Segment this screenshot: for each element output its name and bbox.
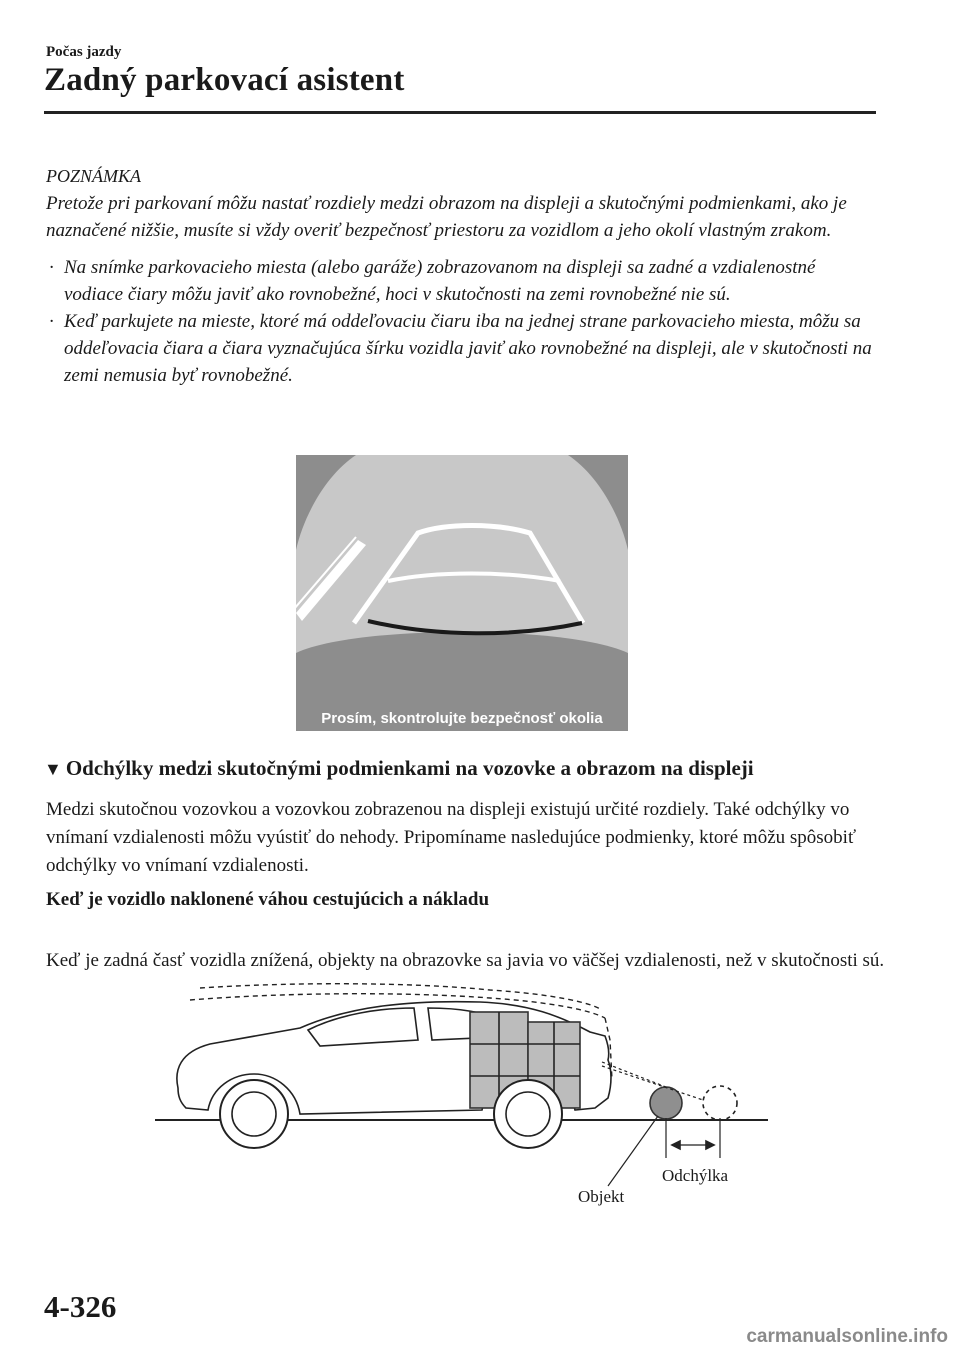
note-bullet-text: Na snímke parkovacieho miesta (alebo garáže) zobrazovanom na displeji sa zadné a vzdialenostné vodiace čiary môžu javiť ako rovnobežné, hoci v skutočnosti na zemi rovnobežné nie sú. bbox=[64, 257, 816, 305]
note-intro: Pretože pri parkovaní môžu nastať rozdiely medzi obrazom na displeji a skutočnými podmienkami, ako je naznačené nižšie, musíte si vždy overiť bezpečnosť priestoru za vozidlom a jeho okolí vlastným zrakom. bbox=[46, 193, 847, 241]
subsection-paragraph-text: Keď je zadná časť vozidla znížená, objekty na obrazovke sa javia vo väčšej vzdialenosti, než v skutočnosti sú. bbox=[46, 950, 885, 971]
deviation-label: Odchýlka bbox=[662, 1166, 729, 1185]
page-number: 4-326 bbox=[44, 1289, 117, 1324]
camera-caption: Prosím, skontrolujte bezpečnosť okolia bbox=[321, 710, 603, 727]
note-bullet-list bbox=[46, 254, 876, 389]
note-block bbox=[46, 163, 876, 389]
car-tilt-illustration bbox=[150, 980, 770, 1210]
section-heading-text: Odchýlky medzi skutočnými podmienkami na vozovke a obrazom na displeji bbox=[65, 756, 754, 780]
section-label: Počas jazdy bbox=[46, 44, 122, 60]
note-heading: POZNÁMKA bbox=[46, 166, 142, 186]
note-bullet bbox=[46, 308, 876, 389]
section-paragraph bbox=[46, 796, 886, 880]
rear-camera-display-illustration bbox=[296, 455, 628, 731]
object-label: Objekt bbox=[578, 1187, 625, 1206]
triangle-down-icon: ▼ bbox=[44, 759, 62, 779]
section-paragraph-text: Medzi skutočnou vozovkou a vozovkou zobrazenou na displeji existujú určité rozdiely. Také odchýlky vo vnímaní vzdialenosti môžu vyústiť do nehody. Pripomíname nasledujúce podmienky, ktoré môžu spôsobiť odchýlky vo vnímaní vzdialenosti. bbox=[46, 799, 857, 876]
section-heading bbox=[44, 756, 754, 781]
watermark: carmanualsonline.info bbox=[746, 1326, 948, 1347]
camera-display-drawing bbox=[296, 455, 628, 731]
bullet-dot-icon: · bbox=[49, 257, 54, 278]
page-title: Zadný parkovací asistent bbox=[44, 62, 405, 98]
note-bullet-text: Keď parkujete na mieste, ktoré má oddeľovaciu čiaru iba na jednej strane parkovacieho miesta, môžu sa oddeľovacia čiara a čiara vyznačujúca šírku vozidla javiť ako rovnobežné na displeji, ale v skutočnosti na zemi nemusia byť rovnobežné. bbox=[64, 311, 872, 386]
bullet-dot-icon: · bbox=[49, 311, 54, 332]
note-bullet bbox=[46, 254, 876, 308]
subsection-heading: Keď je vozidlo naklonené váhou cestujúcich a nákladu bbox=[46, 889, 490, 910]
title-divider bbox=[44, 111, 876, 114]
